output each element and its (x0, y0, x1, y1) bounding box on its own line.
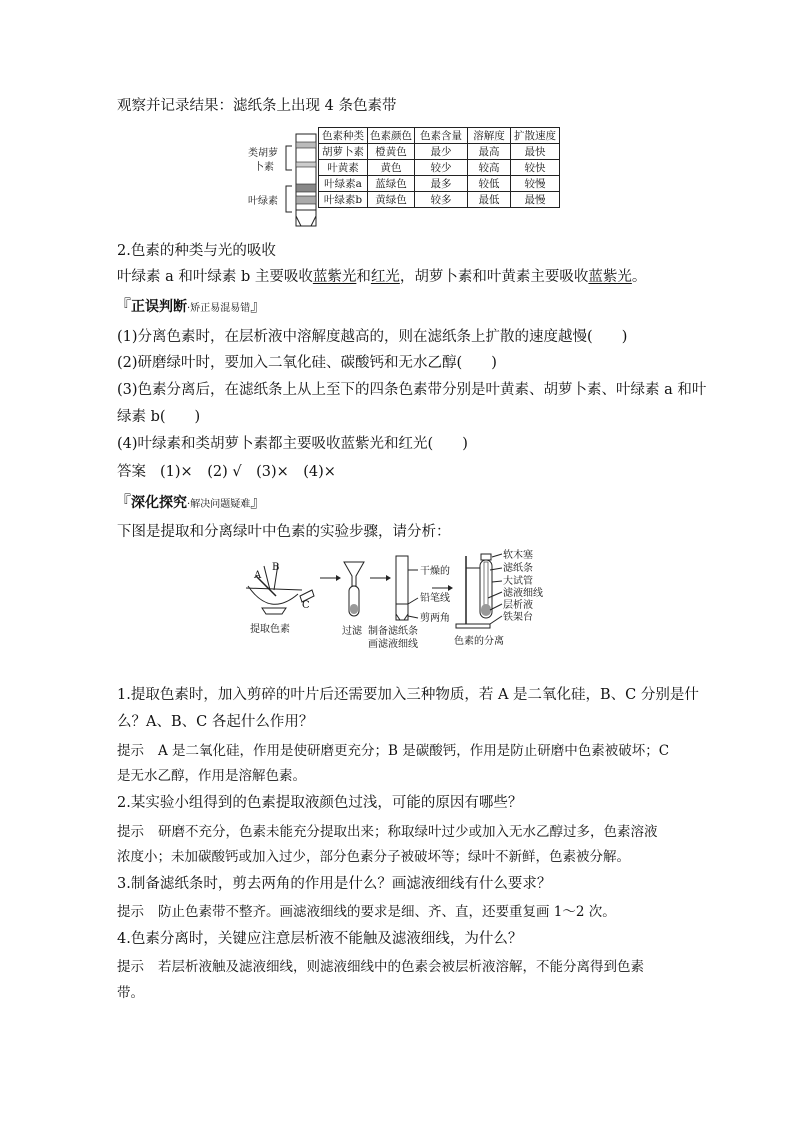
judge-section-tag: 『正误判断·矫正易混易错』 (115, 296, 267, 315)
table-cell: 较慢 (511, 176, 560, 192)
hint-3-line1: 提示 防止色素带不整齐。画滤液细线的要求是细、齐、直，还要重复画 1～2 次。 (117, 904, 616, 920)
hint-label: 提示 (117, 743, 144, 759)
apparatus-note-strip: 滤纸条 (503, 563, 533, 574)
table-cell: 叶黄素 (319, 160, 368, 176)
intro-line: 观察并记录结果：滤纸条上出现 4 条色素带 (117, 98, 397, 114)
section2-title: 2.色素的种类与光的吸收 (117, 243, 276, 259)
table-header: 溶解度 (468, 128, 511, 144)
question-3: 3.制备滤纸条时，剪去两角的作用是什么？画滤液细线有什么要求？ (117, 876, 552, 892)
judge-tag-title: 正误判断 (131, 299, 188, 315)
question-4: 4.色素分离时，关键应注意层析液不能触及滤液细线，为什么？ (117, 931, 523, 947)
apparatus-note-solvent: 层析液 (503, 600, 533, 611)
chlorophyll-label: 叶绿素 (248, 196, 278, 207)
table-cell: 橙黄色 (368, 144, 415, 160)
question-1-line1: 1.提取色素时，加入剪碎的叶片后还需要加入三种物质，若 A 是二氧化硅，B、C 分别是什 (117, 687, 699, 703)
letter-c: C (302, 600, 310, 611)
table-row (319, 160, 560, 176)
strip-note-dry: 干燥的 (420, 566, 450, 577)
judge-item-3-cont: 绿素 b( ) (117, 409, 201, 425)
table-cell: 最少 (415, 144, 468, 160)
step3-label-2: 画滤液细线 (368, 639, 418, 650)
step2-label: 过滤 (342, 626, 362, 637)
hint-4-line2: 带。 (117, 985, 144, 1001)
table-cell: 最高 (468, 144, 511, 160)
answer-label: 答案 (117, 464, 146, 480)
hint-label: 提示 (117, 824, 144, 840)
table-cell: 叶绿素a (319, 176, 368, 192)
judge-tag-sub: ·矫正易混易错 (187, 303, 251, 314)
table-cell: 黄绿色 (368, 192, 415, 208)
table-cell: 最低 (468, 192, 511, 208)
table-cell: 较低 (468, 176, 511, 192)
question-1-line2: 么？A、B、C 各起什么作用？ (117, 714, 314, 730)
explore-section-tag: 『深化探究·解决问题疑难』 (115, 492, 267, 511)
table-cell: 叶绿素b (319, 192, 368, 208)
answer-value: (1)× (2) √ (3)× (4)× (160, 464, 336, 480)
letter-b: B (272, 562, 280, 573)
apparatus-note-tube: 大试管 (503, 576, 533, 587)
experiment-figure (240, 548, 570, 653)
table-row (319, 192, 560, 208)
table-cell: 最慢 (511, 192, 560, 208)
letter-a: A (254, 570, 262, 581)
table-header: 扩散速度 (511, 128, 560, 144)
hint-label: 提示 (117, 959, 144, 975)
hint-2-line2: 浓度小；未加碳酸钙或加入过少，部分色素分子被破坏等；绿叶不新鲜，色素被分解。 (117, 849, 630, 865)
apparatus-note-stopper: 软木塞 (503, 550, 533, 561)
carotenoid-label-line1: 类胡萝 (248, 148, 278, 159)
judge-item-3: (3)色素分离后，在滤纸条上从上至下的四条色素带分别是叶黄素、胡萝卜素、叶绿素 a 和叶 (117, 382, 707, 398)
step4-label: 色素的分离 (454, 636, 504, 647)
table-row (319, 176, 560, 192)
table-cell: 较高 (468, 160, 511, 176)
hint-label: 提示 (117, 904, 144, 920)
table-cell: 较多 (415, 192, 468, 208)
table-cell: 较快 (511, 160, 560, 176)
apparatus-note-stand: 铁架台 (503, 612, 533, 623)
step1-label: 提取色素 (250, 624, 290, 635)
strip-note-cut: 剪两角 (420, 613, 450, 624)
table-header: 色素颜色 (368, 128, 415, 144)
table-cell: 胡萝卜素 (319, 144, 368, 160)
explore-tag-title: 深化探究 (131, 495, 188, 511)
apparatus-note-line: 滤液细线 (503, 588, 543, 599)
explore-lead: 下图是提取和分离绿叶中色素的实验步骤，请分析： (117, 524, 451, 540)
strip-note-pencil: 铅笔线 (420, 593, 450, 604)
table-header-row (319, 128, 560, 144)
table-cell: 蓝绿色 (368, 176, 415, 192)
pigment-table (318, 127, 560, 208)
hint-4-line1: 提示 若层析液触及滤液细线，则滤液细线中的色素会被层析液溶解，不能分离得到色素 (117, 959, 644, 975)
section2-line: 叶绿素 a 和叶绿素 b 主要吸收蓝紫光和红光，胡萝卜素和叶黄素主要吸收蓝紫光。 (117, 269, 647, 285)
judge-item-4: (4)叶绿素和类胡萝卜素都主要吸收蓝紫光和红光( ) (117, 436, 468, 452)
hint-1-line2: 是无水乙醇，作用是溶解色素。 (117, 768, 306, 784)
question-2: 2.某实验小组得到的色素提取液颜色过浅，可能的原因有哪些？ (117, 795, 523, 811)
answer-line (117, 462, 336, 482)
judge-item-1: (1)分离色素时，在层析液中溶解度越高的，则在滤纸条上扩散的速度越慢( ) (117, 329, 628, 345)
carotenoid-label-line2: 卜素 (254, 162, 274, 173)
table-header: 色素种类 (319, 128, 368, 144)
hint-1-line1: 提示 A 是二氧化硅，作用是使研磨更充分；B 是碳酸钙，作用是防止研磨中色素被破坏；C (117, 743, 670, 759)
judge-item-2: (2)研磨绿叶时，要加入二氧化硅、碳酸钙和无水乙醇( ) (117, 355, 497, 371)
step3-label-1: 制备滤纸条 (368, 626, 418, 637)
table-cell: 最多 (415, 176, 468, 192)
filter-strip-diagram (240, 124, 320, 230)
table-cell: 较少 (415, 160, 468, 176)
table-header: 色素含量 (415, 128, 468, 144)
explore-tag-sub: ·解决问题疑难 (187, 499, 251, 510)
hint-2-line1: 提示 研磨不充分，色素未能充分提取出来；称取绿叶过少或加入无水乙醇过多，色素溶液 (117, 824, 658, 840)
table-cell: 最快 (511, 144, 560, 160)
table-cell: 黄色 (368, 160, 415, 176)
table-row (319, 144, 560, 160)
